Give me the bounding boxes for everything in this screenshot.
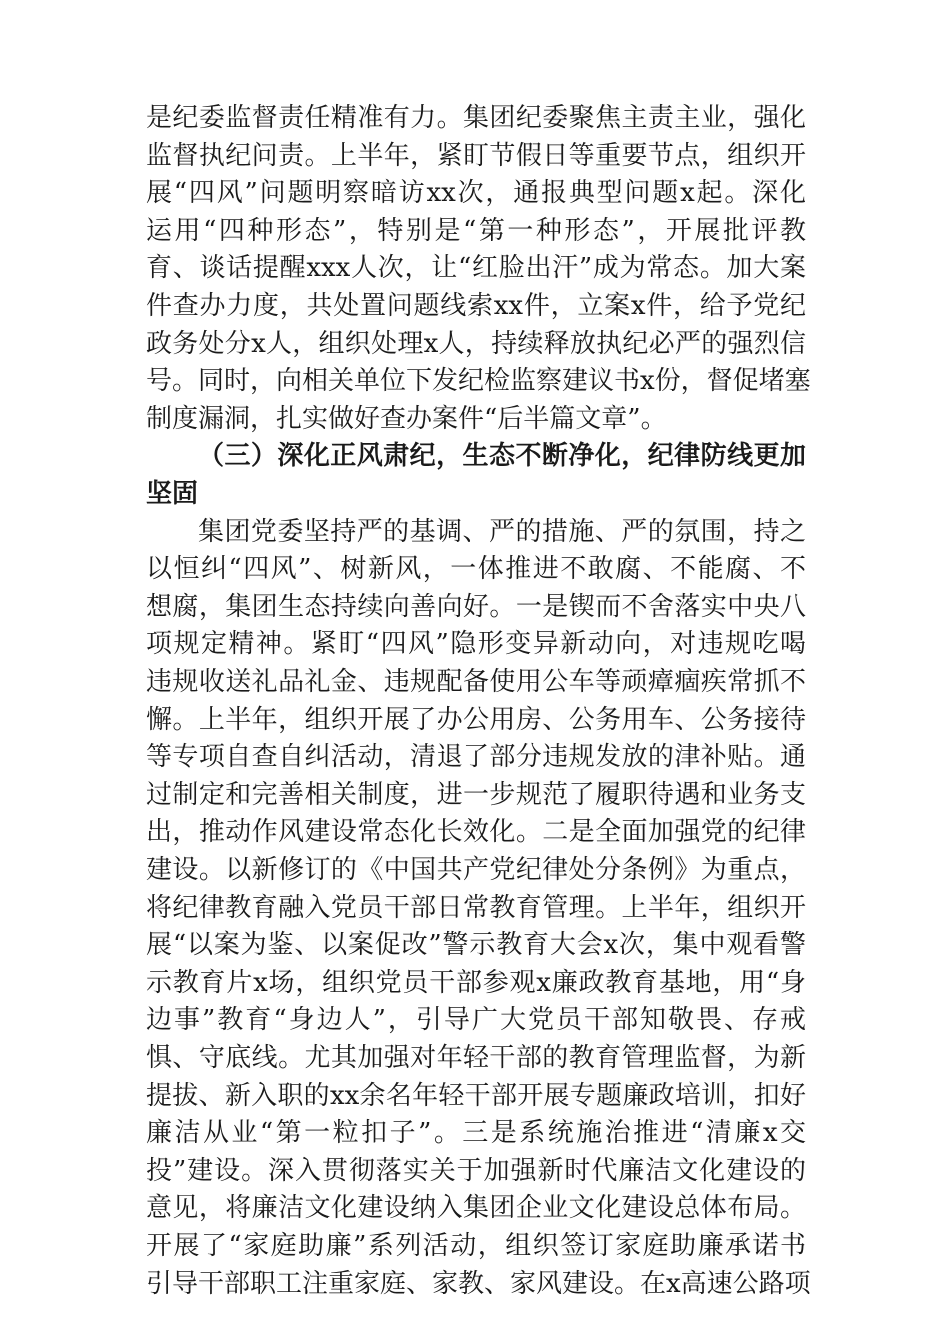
paragraph-line: 育、谈话提醒xxx人次，让“红脸出汗”成为常态。加大案 [146, 253, 806, 283]
paragraph-line: 展“四风”问题明察暗访xx次，通报典型问题x起。深化 [146, 178, 806, 208]
paragraph-line: 政务处分x人，组织处理x人，持续释放执纪必严的强烈信 [146, 329, 806, 359]
paragraph-line: 以恒纠“四风”、树新风，一体推进不敢腐、不能腐、不 [146, 554, 806, 584]
paragraph-line: 制度漏洞，扎实做好查办案件“后半篇文章”。 [146, 404, 667, 434]
paragraph-line: 运用“四种形态”，特别是“第一种形态”，开展批评教 [146, 216, 806, 246]
paragraph-line: 廉洁从业“第一粒扣子”。三是系统施治推进“清廉x交 [146, 1118, 806, 1148]
paragraph-line: 监督执纪问责。上半年，紧盯节假日等重要节点，组织开 [146, 141, 806, 171]
paragraph-line: 边事”教育“身边人”，引导广大党员干部知敬畏、存戒 [146, 1005, 806, 1035]
paragraph-line: 提拔、新入职的xx余名年轻干部开展专题廉政培训，扣好 [146, 1081, 806, 1111]
section-heading: （三）深化正风肃纪，生态不断净化，纪律防线更加 [198, 441, 806, 471]
paragraph-line: 号。同时，向相关单位下发纪检监察建议书x份，督促堵塞 [146, 366, 811, 396]
paragraph-line: 建设。以新修订的《中国共产党纪律处分条例》为重点， [146, 855, 806, 885]
paragraph-line: 项规定精神。紧盯“四风”隐形变异新动向，对违规吃喝 [146, 629, 806, 659]
paragraph-line: 开展了“家庭助廉”系列活动，组织签订家庭助廉承诺书 [146, 1231, 806, 1261]
paragraph-line: 等专项自查自纠活动，清退了部分违规发放的津补贴。通 [146, 742, 806, 772]
paragraph-line: 将纪律教育融入党员干部日常教育管理。上半年，组织开 [146, 893, 806, 923]
paragraph-line: 想腐，集团生态持续向善向好。一是锲而不舍落实中央八 [146, 592, 806, 622]
paragraph-line: 出，推动作风建设常态化长效化。二是全面加强党的纪律 [146, 817, 806, 847]
paragraph-line: 件查办力度，共处置问题线索xx件，立案x件，给予党纪 [146, 291, 806, 321]
section-heading-continued: 坚固 [146, 479, 199, 509]
paragraph-line: 是纪委监督责任精准有力。集团纪委聚焦主责主业，强化 [146, 103, 806, 133]
paragraph-line: 懈。上半年，组织开展了办公用房、公务用车、公务接待 [146, 705, 806, 735]
paragraph-line: 引导干部职工注重家庭、家教、家风建设。在x高速公路项 [146, 1269, 811, 1299]
paragraph-line: 违规收送礼品礼金、违规配备使用公车等顽瘴痼疾常抓不 [146, 667, 806, 697]
paragraph-line: 集团党委坚持严的基调、严的措施、严的氛围，持之 [198, 517, 806, 547]
paragraph-line: 惧、守底线。尤其加强对年轻干部的教育管理监督，为新 [146, 1043, 806, 1073]
paragraph-line: 示教育片x场，组织党员干部参观x廉政教育基地，用“身 [146, 968, 806, 998]
paragraph-line: 投”建设。深入贯彻落实关于加强新时代廉洁文化建设的 [146, 1156, 806, 1186]
paragraph-line: 意见，将廉洁文化建设纳入集团企业文化建设总体布局。 [146, 1193, 806, 1223]
paragraph-line: 过制定和完善相关制度，进一步规范了履职待遇和业务支 [146, 780, 806, 810]
paragraph-line: 展“以案为鉴、以案促改”警示教育大会x次，集中观看警 [146, 930, 806, 960]
